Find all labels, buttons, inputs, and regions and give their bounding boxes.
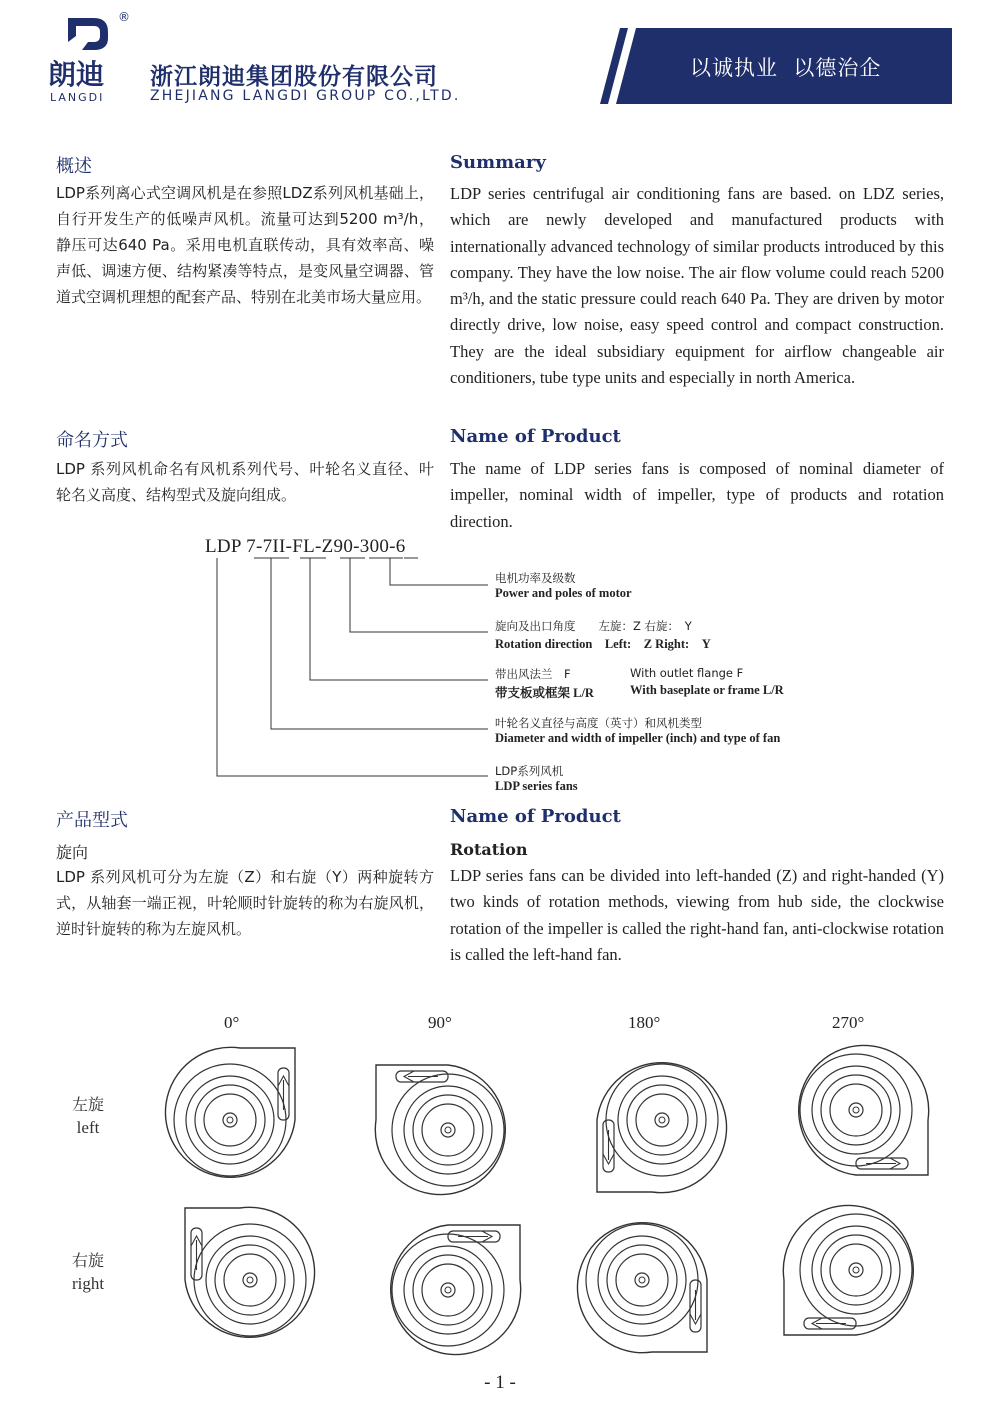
angle-label-0: 0°: [224, 1013, 240, 1032]
fan-left-270-deg-diagram: [776, 1040, 936, 1200]
fan-right-0-deg-diagram: [160, 1200, 320, 1360]
company-name-cn: 浙江朗迪集团股份有限公司: [150, 64, 438, 90]
registered-mark: ®: [118, 10, 130, 24]
label-rotation-cn: 旋向及出口角度 左旋：Z 右旋： Y: [495, 619, 692, 633]
label-flange-en: With outlet flange F: [630, 666, 744, 680]
row-label-left-cn: 左旋: [71, 1095, 104, 1114]
rotation-text-cn: LDP 系列风机可分为左旋（Z）和右旋（Y）两种旋转方式，从轴套一端正视，叶轮顺时针旋转的称为右旋风机，逆时针旋转的称为左旋风机。: [56, 868, 434, 938]
angle-label-180: 180°: [628, 1013, 661, 1032]
row-label-left-en: left: [76, 1118, 100, 1137]
summary-text-en: LDP series centrifugal air conditioning fans are based. on LDZ series, which are newly developed and manufactured products with internationally advanced technology of similar products introduced by this company. They have the low noise. The air flow volume could reach 5200 m³/h, and the static pressure could reach 640 Pa. They are driven by motor directly drive, low noise, easy speed control and compact construction. They are the ideal subsidiary equipment for airflow changeable air conditioners, tube type units and especially in north America.: [450, 184, 944, 388]
naming-text-en: The name of LDP series fans is composed of nominal diameter of impeller, nominal width of impeller, type of products and rotation direction.: [450, 459, 944, 531]
label-frame-en: With baseplate or frame L/R: [630, 683, 784, 697]
fan-right-90-deg-diagram: [368, 1200, 528, 1360]
rotation-subtitle-cn: 旋向: [56, 843, 89, 862]
fan-left-180-deg-diagram: [572, 1040, 732, 1200]
summary-title-cn: 概述: [56, 156, 92, 177]
label-impeller-cn: 叶轮名义直径与高度（英寸）和风机类型: [495, 716, 702, 730]
label-frame-cn: 带支板或框架 L/R: [495, 686, 594, 700]
model-code: LDP 7-7II-FL-Z90-300-6: [205, 536, 406, 557]
row-label-right-cn: 右旋: [71, 1251, 104, 1270]
fan-right-180-deg-diagram: [572, 1200, 732, 1360]
label-rotation-en: Rotation direction Left: Z Right: Y: [495, 637, 711, 651]
angle-label-90: 90°: [428, 1013, 452, 1032]
label-flange-cn: 带出风法兰 F: [495, 667, 571, 681]
product-title-en: Name of Product: [450, 806, 621, 827]
fan-left-90-deg-diagram: [368, 1040, 528, 1200]
rotation-subtitle-en: Rotation: [450, 840, 528, 859]
svg-text:朗迪: 朗迪: [48, 58, 105, 91]
naming-text-cn: LDP 系列风机命名有风机系列代号、叶轮名义直径、叶轮名义高度、结构型式及旋向组成。: [56, 460, 434, 504]
label-series-en: LDP series fans: [495, 779, 578, 793]
naming-title-en: Name of Product: [450, 426, 621, 447]
product-title-cn: 产品型式: [56, 810, 128, 831]
fan-left-0-deg-diagram: [160, 1040, 320, 1200]
label-impeller-en: Diameter and width of impeller (inch) and type of fan: [495, 731, 781, 745]
summary-title-en: Summary: [450, 152, 546, 173]
row-label-right-en: right: [71, 1274, 105, 1293]
company-name-en: ZHEJIANG LANGDI GROUP CO.,LTD.: [150, 88, 461, 104]
company-motto: 以诚执业 以德治企: [690, 56, 882, 80]
rotation-text-en: LDP series fans can be divided into left-handed (Z) and right-handed (Y) two kinds of rotation methods, viewing from hub side, the clockwise rotation of the impeller is called the right-hand fan, anti-clockwise rotation is called the left-hand fan.: [450, 866, 944, 964]
svg-text:LANGDI: LANGDI: [50, 91, 105, 104]
angle-label-270: 270°: [832, 1013, 865, 1032]
summary-text-cn: LDP系列离心式空调风机是在参照LDZ系列风机基础上，自行开发生产的低噪声风机。流量可达到5200 m³/h，静压可达640 Pa。采用电机直联传动，具有效率高、噪声低、调速方便、结构紧凑等特点，是变风量空调器、管道式空调机理想的配套产品、特别在北美市场大量应用。: [56, 184, 434, 306]
page-number: - 1 -: [484, 1372, 516, 1393]
label-series-cn: LDP系列风机: [495, 764, 564, 778]
label-motor-cn: 电机功率及级数: [495, 571, 576, 585]
fan-right-270-deg-diagram: [776, 1200, 936, 1360]
naming-title-cn: 命名方式: [56, 430, 128, 451]
label-motor-en: Power and poles of motor: [495, 586, 632, 600]
